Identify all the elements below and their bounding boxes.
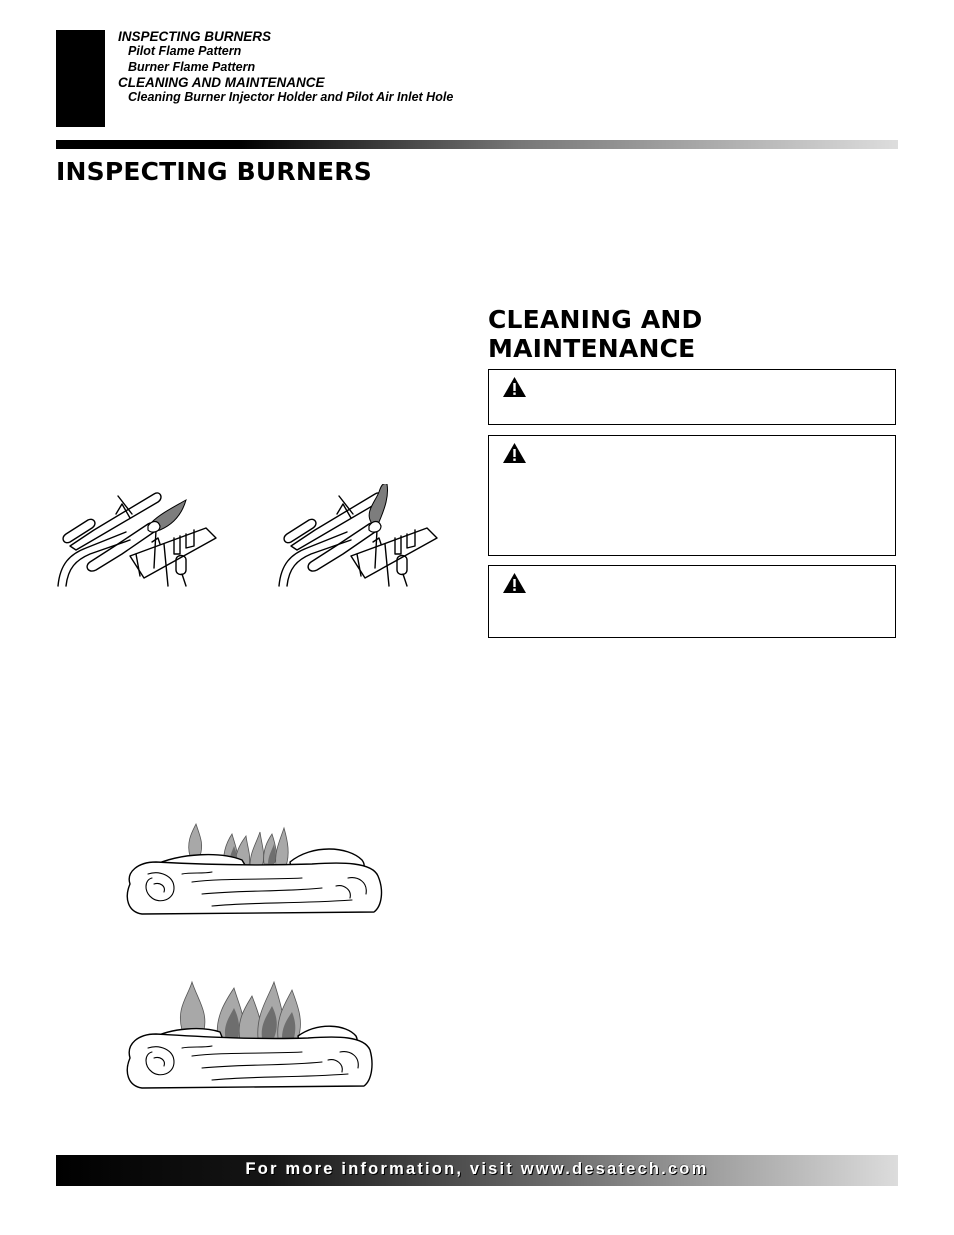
- warning-box-3: [488, 565, 896, 638]
- toc-item-inspecting-burners[interactable]: INSPECTING BURNERS: [118, 29, 272, 44]
- toc-item-cleaning-injector-holder[interactable]: Cleaning Burner Injector Holder and Pilot Air Inlet Hole: [128, 90, 454, 104]
- warning-box-2: [488, 435, 896, 556]
- section-tab-marker: [56, 30, 105, 127]
- inspecting-burners-heading: INSPECTING BURNERS: [56, 157, 372, 186]
- pilot-assembly-incorrect-flame-figure: [277, 484, 447, 588]
- log-set-small-flames-figure: [122, 822, 384, 918]
- pilot-assembly-correct-flame-figure: [56, 484, 226, 588]
- cleaning-maintenance-heading: CLEANING AND MAINTENANCE: [488, 305, 703, 363]
- log-set-large-flames-figure: [122, 978, 376, 1094]
- footer-website-link[interactable]: For more information, visit www.desatech.com: [245, 1160, 709, 1178]
- toc-item-burner-flame-pattern[interactable]: Burner Flame Pattern: [128, 59, 256, 74]
- toc-item-pilot-flame-pattern[interactable]: Pilot Flame Pattern: [128, 44, 242, 58]
- warning-triangle-icon: [502, 442, 527, 464]
- section-contents-list: [118, 29, 453, 106]
- toc-item-cleaning-and-maintenance[interactable]: CLEANING AND MAINTENANCE: [118, 75, 325, 90]
- warning-triangle-icon: [502, 572, 527, 594]
- warning-triangle-icon: [502, 376, 527, 398]
- header-gradient-rule: [56, 140, 898, 149]
- warning-box-1: [488, 369, 896, 425]
- footer-bar: [56, 1155, 898, 1186]
